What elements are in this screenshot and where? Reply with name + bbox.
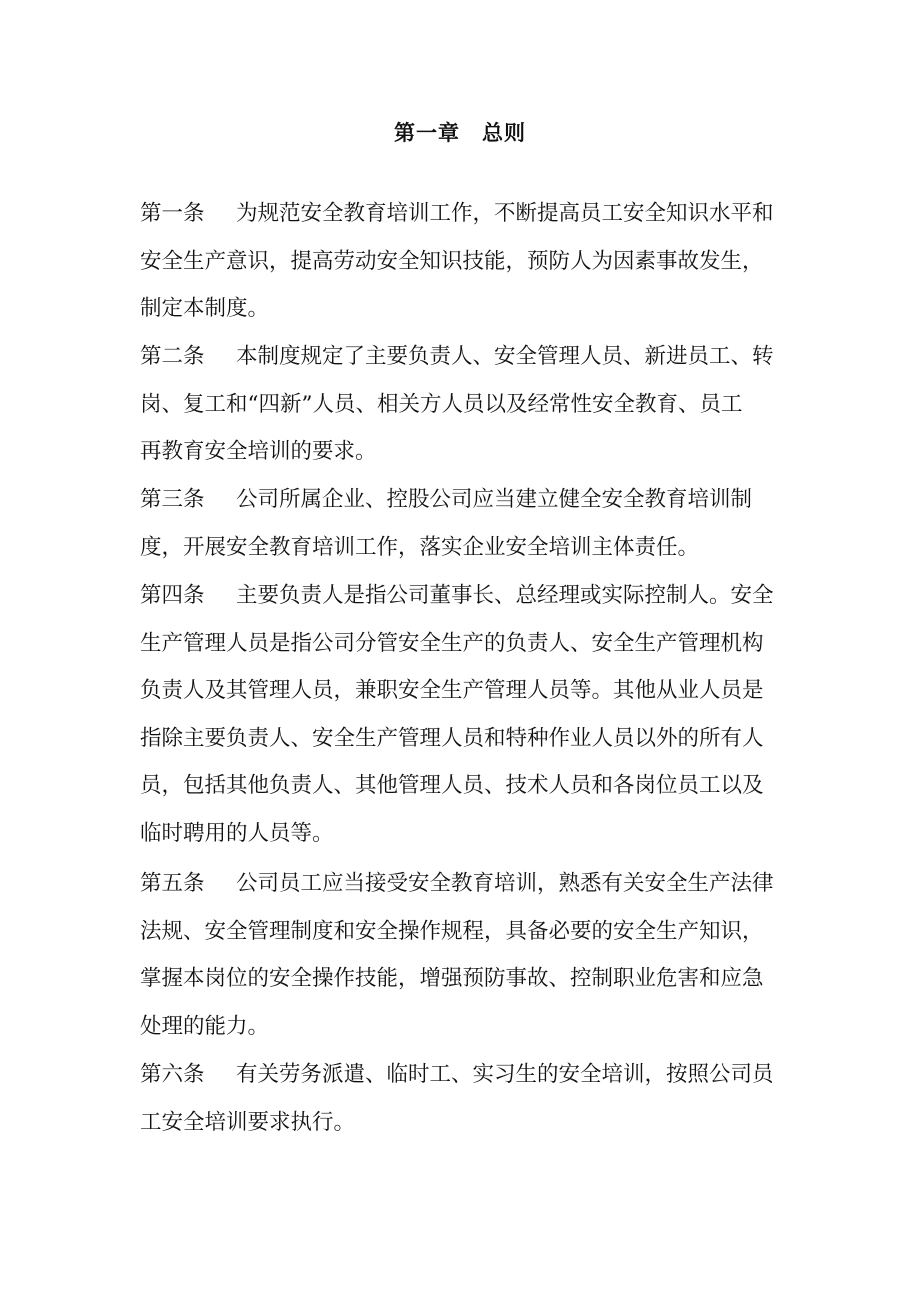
article-line: 岗、复工和“四新”人员、相关方人员以及经常性安全教育、员工: [140, 391, 743, 417]
article-line: 制定本制度。: [140, 296, 270, 321]
article-3: [140, 476, 780, 571]
article-1: [140, 190, 780, 333]
article-line: 法规、安全管理制度和安全操作规程，具备必要的安全生产知识，: [140, 918, 764, 944]
article-label: 第四条: [140, 583, 205, 608]
article-line: 工安全培训要求执行。: [140, 1109, 356, 1135]
article-5: [140, 860, 780, 1050]
article-label: 第一条: [140, 201, 205, 226]
article-line: 再教育安全培训的要求。: [140, 439, 377, 464]
article-line: 度，开展安全教育培训工作，落实企业安全培训主体责任。: [140, 534, 700, 560]
article-line: 临时聘用的人员等。: [140, 820, 334, 846]
article-label: 第六条: [140, 1062, 205, 1087]
chapter-name: 总则: [482, 121, 526, 145]
article-label: 第三条: [140, 487, 205, 512]
chapter-number: 第一章: [394, 121, 460, 145]
article-line: 员，包括其他负责人、其他管理人员、技术人员和各岗位员工以及: [140, 773, 764, 798]
article-line: 公司所属企业、控股公司应当建立健全安全教育培训制: [236, 487, 753, 512]
article-label: 第五条: [140, 871, 205, 896]
article-line: 生产管理人员是指公司分管安全生产的负责人、安全生产管理机构: [140, 630, 764, 656]
chapter-title: [0, 116, 920, 150]
article-line: 为规范安全教育培训工作，不断提高员工安全知识水平和: [236, 201, 774, 226]
article-line: 处理的能力。: [140, 1013, 270, 1039]
article-4: [140, 572, 780, 857]
article-2: [140, 333, 780, 476]
article-line: 主要负责人是指公司董事长、总经理或实际控制人。安全: [236, 583, 774, 608]
article-label: 第二条: [140, 344, 205, 369]
article-line: 安全生产意识，提高劳动安全知识技能，预防人为因素事故发生，: [140, 248, 764, 274]
article-line: 指除主要负责人、安全生产管理人员和特种作业人员以外的所有人: [140, 725, 764, 751]
article-6: [140, 1051, 780, 1146]
article-line: 掌握本岗位的安全操作技能，增强预防事故、控制职业危害和应急: [140, 966, 764, 991]
article-line: 有关劳务派遣、临时工、实习生的安全培训，按照公司员: [236, 1062, 774, 1087]
article-line: 公司员工应当接受安全教育培训，熟悉有关安全生产法律: [236, 871, 774, 896]
article-line: 本制度规定了主要负责人、安全管理人员、新进员工、转: [236, 344, 774, 369]
article-line: 负责人及其管理人员，兼职安全生产管理人员等。其他从业人员是: [140, 678, 764, 703]
